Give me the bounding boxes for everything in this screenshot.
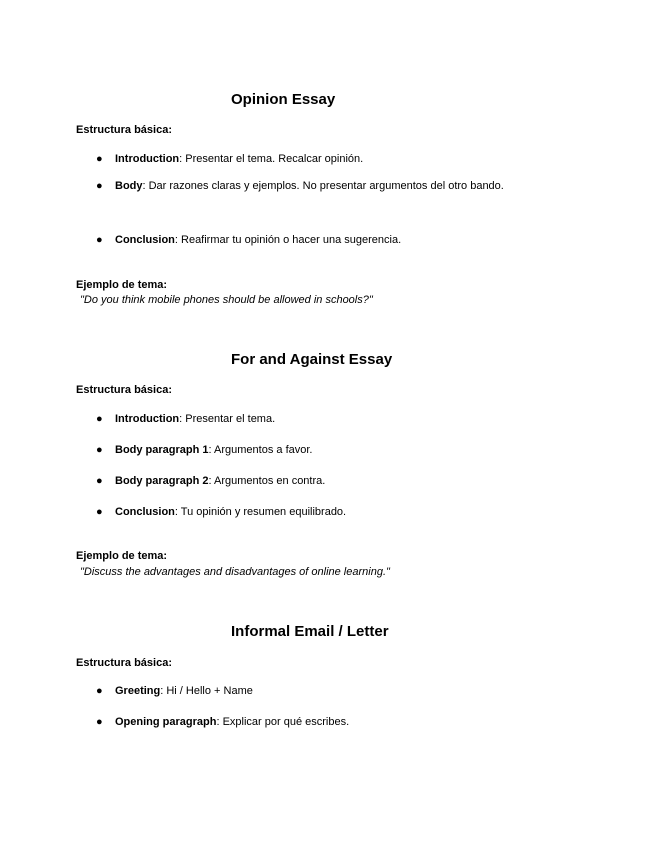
bullet-icon: ● <box>96 444 103 456</box>
example-label: Ejemplo de tema: <box>76 550 168 562</box>
list-item-term: Body paragraph 2 <box>115 475 209 487</box>
bullet-icon: ● <box>96 475 103 487</box>
list-item-text: : Argumentos en contra. <box>208 475 326 487</box>
section-title-informal-email-letter: Informal Email / Letter <box>231 623 389 640</box>
bullet-icon: ● <box>96 685 103 697</box>
list-item-term: Conclusion <box>115 234 175 246</box>
list-item <box>96 716 349 728</box>
list-item-text: : Tu opinión y resumen equilibrado. <box>174 506 347 518</box>
list-item-text: : Presentar el tema. <box>179 413 276 425</box>
list-item-term: Introduction <box>115 413 180 425</box>
list-item <box>96 153 363 165</box>
list-item <box>96 234 401 246</box>
list-item <box>96 685 253 697</box>
list-item <box>96 180 504 192</box>
section-title-opinion-essay: Opinion Essay <box>231 91 336 108</box>
bullet-icon: ● <box>96 506 103 518</box>
structure-label: Estructura básica: <box>76 384 172 396</box>
example-topic: "Discuss the advantages and disadvantages of online learning." <box>80 566 390 578</box>
list-item-text: : Dar razones claras y ejemplos. No presentar argumentos del otro bando. <box>142 180 504 192</box>
list-item <box>96 475 325 487</box>
list-item <box>96 413 275 425</box>
list-item <box>96 506 346 518</box>
example-topic: "Do you think mobile phones should be allowed in schools?" <box>80 294 373 306</box>
list-item-term: Greeting <box>115 685 161 697</box>
list-item-term: Body paragraph 1 <box>115 444 209 456</box>
list-item-text: : Explicar por qué escribes. <box>216 716 350 728</box>
bullet-icon: ● <box>96 716 103 728</box>
bullet-icon: ● <box>96 413 103 425</box>
list-item <box>96 444 312 456</box>
section-title-for-and-against-essay: For and Against Essay <box>231 351 393 368</box>
bullet-icon: ● <box>96 234 103 246</box>
list-item-text: : Argumentos a favor. <box>208 444 313 456</box>
example-label: Ejemplo de tema: <box>76 279 168 291</box>
bullet-icon: ● <box>96 180 103 192</box>
structure-label: Estructura básica: <box>76 124 172 136</box>
list-item-term: Opening paragraph <box>115 716 217 728</box>
list-item-term: Introduction <box>115 153 180 165</box>
list-item-term: Conclusion <box>115 506 175 518</box>
list-item-text: : Hi / Hello + Name <box>160 685 253 697</box>
list-item-term: Body <box>115 180 143 192</box>
bullet-icon: ● <box>96 153 103 165</box>
list-item-text: : Reafirmar tu opinión o hacer una sugerencia. <box>174 234 402 246</box>
structure-label: Estructura básica: <box>76 657 172 669</box>
list-item-text: : Presentar el tema. Recalcar opinión. <box>179 153 364 165</box>
